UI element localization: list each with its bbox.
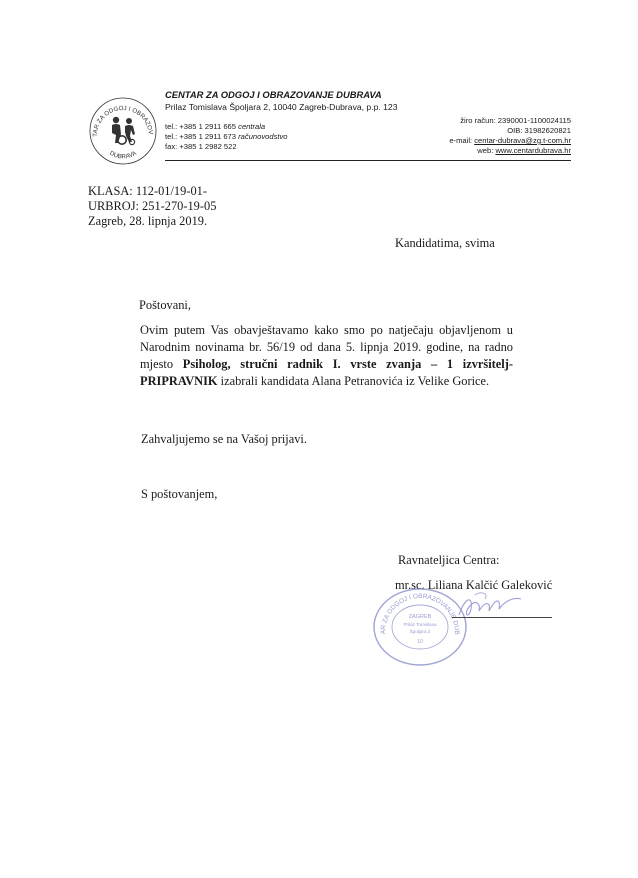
urbroj: URBROJ: 251-270-19-05 bbox=[88, 199, 217, 213]
body-text: Ovim putem Vas obavještavamo kako smo po natječaju objavljenom u Narodnim novinama br. 56/19 od dana 5. lipnja 2019. godine, na radno mjesto bbox=[140, 323, 513, 371]
fax-number: fax: +385 1 2982 522 bbox=[165, 142, 237, 151]
web-label: web: bbox=[477, 146, 496, 155]
addressee: Kandidatima, svima bbox=[395, 236, 495, 250]
position-title: Psiholog, stručni radnik I. vrste zvanja – 1 izvršitelj-PRIPRAVNIK bbox=[140, 357, 513, 388]
email-label: e-mail: bbox=[449, 136, 475, 145]
fax-line bbox=[165, 142, 288, 152]
organization-name: CENTAR ZA ODGOJ I OBRAZOVANJE DUBRAVA bbox=[165, 89, 382, 100]
phone-note: računovodstvo bbox=[238, 132, 288, 141]
svg-text:ZAGREB: ZAGREB bbox=[408, 614, 432, 620]
signatory-name: mr.sc. Liliana Kalčić Galeković bbox=[395, 578, 553, 592]
klasa: KLASA: 112-01/19-01- bbox=[88, 184, 207, 198]
svg-text:Prilaz Tomislava: Prilaz Tomislava bbox=[403, 622, 437, 627]
header-divider bbox=[165, 160, 571, 161]
phone-note: centrala bbox=[238, 122, 266, 131]
phone-line bbox=[165, 122, 288, 132]
phone-number: tel.: +385 1 2911 673 bbox=[165, 132, 237, 141]
organization-address: Prilaz Tomislava Špoljara 2, 10040 Zagreb-Dubrava, p.p. 123 bbox=[165, 102, 398, 112]
salutation: Poštovani, bbox=[139, 298, 191, 312]
web-link[interactable]: www.centardubrava.hr bbox=[495, 146, 571, 155]
bank-account: žiro račun: 2390001-1100024115 bbox=[460, 116, 571, 125]
web-line bbox=[449, 146, 571, 156]
signature-line bbox=[452, 617, 552, 618]
closing-line: S poštovanjem, bbox=[141, 487, 218, 501]
oib: OIB: 31982620821 bbox=[507, 126, 571, 135]
place-date: Zagreb, 28. lipnja 2019. bbox=[88, 214, 208, 228]
body-text: izabrali kandidata Alana Petranovića iz Velike Gorice. bbox=[217, 374, 490, 388]
reference-block bbox=[88, 184, 216, 229]
svg-text:CENTAR ZA ODGOJ I OBRAZOVANJE: TAR ZA ODGOJ I OBRAZOV bbox=[91, 104, 154, 137]
organization-logo bbox=[88, 96, 158, 166]
svg-text:Špoljara 2: Špoljara 2 bbox=[409, 629, 431, 634]
phone-line bbox=[165, 132, 288, 142]
email-line bbox=[449, 136, 571, 146]
thanks-line: Zahvaljujemo se na Vašoj prijavi. bbox=[141, 432, 307, 446]
svg-text:DUBRAVA: DUBRAVA bbox=[108, 149, 138, 161]
svg-text:10: 10 bbox=[417, 639, 423, 645]
body-paragraph bbox=[140, 322, 513, 390]
signatory-title: Ravnateljica Centra: bbox=[398, 553, 500, 567]
bank-details bbox=[449, 116, 571, 156]
email-link[interactable]: centar-dubrava@zg.t-com.hr bbox=[474, 136, 571, 145]
phone-number: tel.: +385 1 2911 665 bbox=[165, 122, 237, 131]
contact-phones bbox=[165, 122, 288, 152]
svg-text:CENTAR ZA ODGOJ I OBRAZOVANJE: AR ZA ODGOJ I OBRAZOVANJE DUB bbox=[379, 592, 461, 635]
